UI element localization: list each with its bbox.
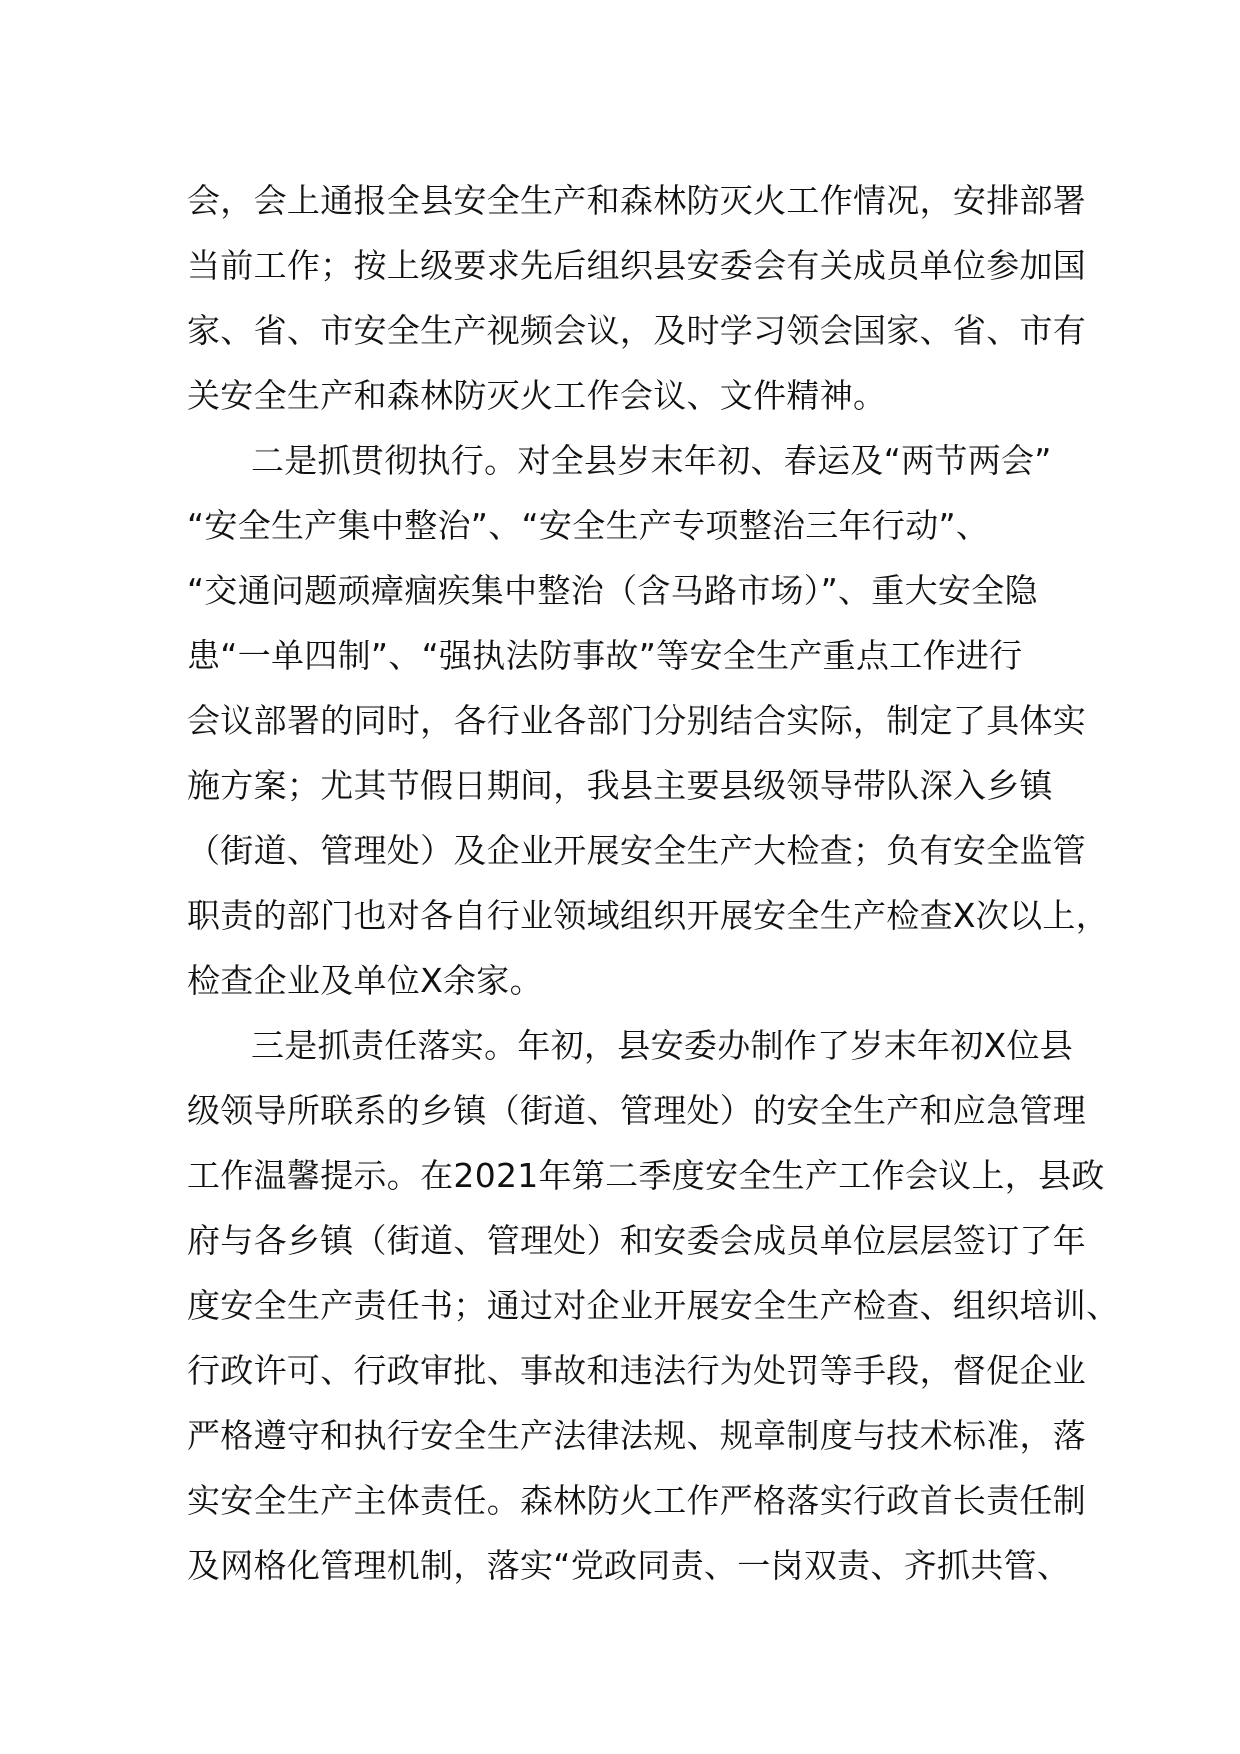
text-line: 施方案；尤其节假日期间，我县主要县级领导带队深入乡镇 bbox=[187, 766, 1053, 805]
text-line: “交通问题顽瘴痼疾集中整治（含马路市场）”、重大安全隐 bbox=[187, 571, 1038, 610]
text-line: 府与各乡镇（街道、管理处）和安委会成员单位层层签订了年 bbox=[187, 1221, 1087, 1260]
text-line: “安全生产集中整治”、“安全生产专项整治三年行动”、 bbox=[187, 506, 990, 545]
text-line: 二是抓贯彻执行。对全县岁末年初、春运及“两节两会” bbox=[251, 441, 1052, 480]
paragraph-responsibility bbox=[187, 1013, 1120, 1598]
text-line: 家、省、市安全生产视频会议，及时学习领会国家、省、市有 bbox=[187, 311, 1087, 350]
text-line: 职责的部门也对各自行业领域组织开展安全生产检查X次以上， bbox=[187, 896, 1110, 935]
text-line: 及网格化管理机制，落实“党政同责、一岗双责、齐抓共管、 bbox=[187, 1546, 1071, 1585]
text-line: 会，会上通报全县安全生产和森林防灭火工作情况，安排部署 bbox=[187, 181, 1087, 220]
text-line: （街道、管理处）及企业开展安全生产大检查；负有安全监管 bbox=[187, 831, 1087, 870]
text-line: 实安全生产主体责任。森林防火工作严格落实行政首长责任制 bbox=[187, 1481, 1087, 1520]
document-body bbox=[187, 168, 1120, 1598]
text-line: 当前工作；按上级要求先后组织县安委会有关成员单位参加国 bbox=[187, 246, 1087, 285]
paragraph-implementation bbox=[187, 428, 1110, 1013]
text-line: 患“一单四制”、“强执法防事故”等安全生产重点工作进行 bbox=[187, 636, 1023, 675]
text-line: 三是抓责任落实。年初，县安委办制作了岁末年初X位县 bbox=[251, 1026, 1074, 1065]
text-line: 度安全生产责任书；通过对企业开展安全生产检查、组织培训、 bbox=[187, 1286, 1120, 1325]
text-line: 检查企业及单位X余家。 bbox=[187, 961, 543, 1000]
text-line: 关安全生产和森林防灭火工作会议、文件精神。 bbox=[187, 376, 887, 415]
text-line: 会议部署的同时，各行业各部门分别结合实际，制定了具体实 bbox=[187, 701, 1087, 740]
text-line: 严格遵守和执行安全生产法律法规、规章制度与技术标准，落 bbox=[187, 1416, 1087, 1455]
text-line: 行政许可、行政审批、事故和违法行为处罚等手段，督促企业 bbox=[187, 1351, 1087, 1390]
text-line: 工作温馨提示。在2021年第二季度安全生产工作会议上，县政 bbox=[187, 1156, 1105, 1195]
text-line: 级领导所联系的乡镇（街道、管理处）的安全生产和应急管理 bbox=[187, 1091, 1087, 1130]
paragraph-meeting-continuation bbox=[187, 168, 1087, 428]
